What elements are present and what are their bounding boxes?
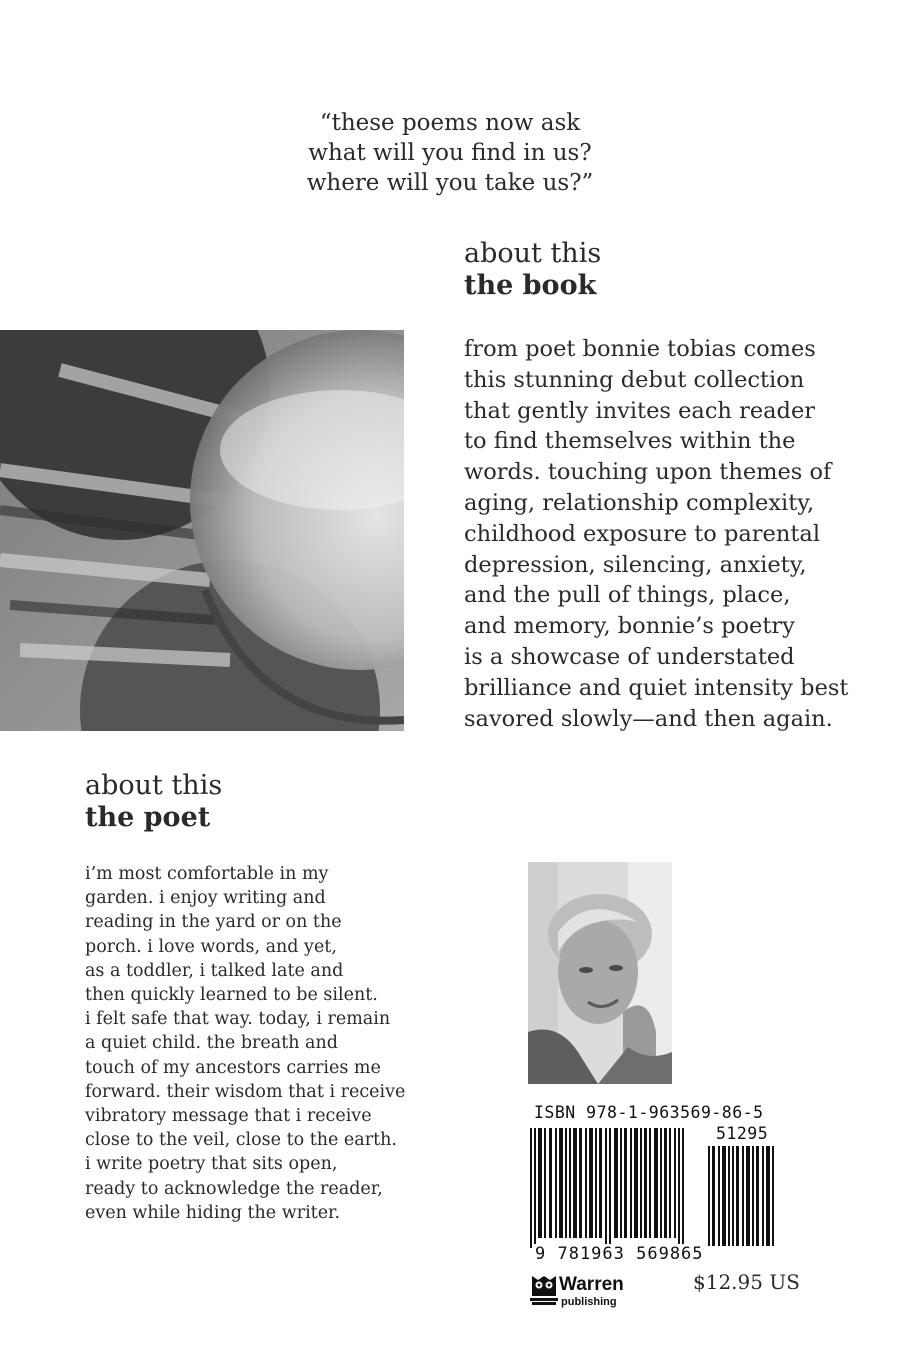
quote-line: where will you take us?” <box>306 170 594 196</box>
author-photo <box>528 862 672 1084</box>
poet-heading-bold: the poet <box>85 802 211 833</box>
book-heading-light: about this <box>464 238 602 269</box>
book-line: depression, silencing, anxiety, <box>464 551 807 578</box>
poet-line: reading in the yard or on the <box>85 912 342 933</box>
poet-bio <box>85 862 445 1225</box>
poet-line: vibratory message that i receive <box>85 1106 372 1127</box>
barcode-number: 9 781963 569865 <box>532 1244 707 1264</box>
price: $12.95 US <box>693 1270 800 1294</box>
poet-line: touch of my ancestors carries me <box>85 1057 381 1078</box>
publisher-sub: publishing <box>561 1296 617 1308</box>
book-line: is a showcase of understated <box>464 643 795 670</box>
book-line: words. touching upon themes of <box>464 459 832 486</box>
book-line: from poet bonnie tobias comes <box>464 336 816 362</box>
poet-line: even while hiding the writer. <box>85 1202 341 1223</box>
quote-line: what will you find in us? <box>308 140 592 166</box>
book-line: that gently invites each reader <box>464 397 816 424</box>
poet-line: as a toddler, i talked late and <box>85 960 344 981</box>
book-line: this stunning debut collection <box>464 366 805 393</box>
quote-line: “these poems now ask <box>319 110 581 136</box>
poet-line: forward. their wisdom that i receive <box>85 1081 406 1102</box>
poet-line: i’m most comfortable in my <box>85 864 329 884</box>
poet-line: i write poetry that sits open, <box>85 1154 338 1175</box>
publisher-logo <box>530 1268 660 1314</box>
isbn-label: ISBN 978-1-963569-86-5 <box>534 1103 764 1122</box>
poet-heading-light: about this <box>85 770 223 801</box>
price-code: 51295 <box>716 1124 769 1143</box>
publisher-name: Warren <box>559 1274 624 1295</box>
book-line: aging, relationship complexity, <box>464 489 815 516</box>
book-line: and memory, bonnie’s poetry <box>464 613 795 640</box>
isbn-barcode <box>528 1126 784 1250</box>
book-line: brilliance and quiet intensity best <box>464 674 849 701</box>
glass-photo-image <box>0 330 404 731</box>
poet-heading <box>85 770 222 834</box>
poet-line: a quiet child. the breath and <box>85 1033 338 1054</box>
book-line: childhood exposure to parental <box>464 520 821 547</box>
book-line: and the pull of things, place, <box>464 582 791 609</box>
glass-photo <box>0 330 404 731</box>
warren-owl-icon <box>530 1272 558 1306</box>
book-line: savored slowly—and then again. <box>464 705 833 732</box>
book-heading <box>464 238 601 302</box>
poet-line: garden. i enjoy writing and <box>85 888 326 909</box>
poet-line: i felt safe that way. today, i remain <box>85 1009 391 1030</box>
back-cover-quote <box>300 108 600 198</box>
poet-line: close to the veil, close to the earth. <box>85 1130 397 1151</box>
book-line: to find themselves within the <box>464 428 796 455</box>
poet-line: porch. i love words, and yet, <box>85 936 337 957</box>
poet-line: then quickly learned to be silent. <box>85 985 378 1006</box>
poet-line: ready to acknowledge the reader, <box>85 1178 383 1199</box>
book-heading-bold: the book <box>464 270 597 301</box>
author-portrait <box>528 862 672 1084</box>
book-description <box>464 334 884 734</box>
